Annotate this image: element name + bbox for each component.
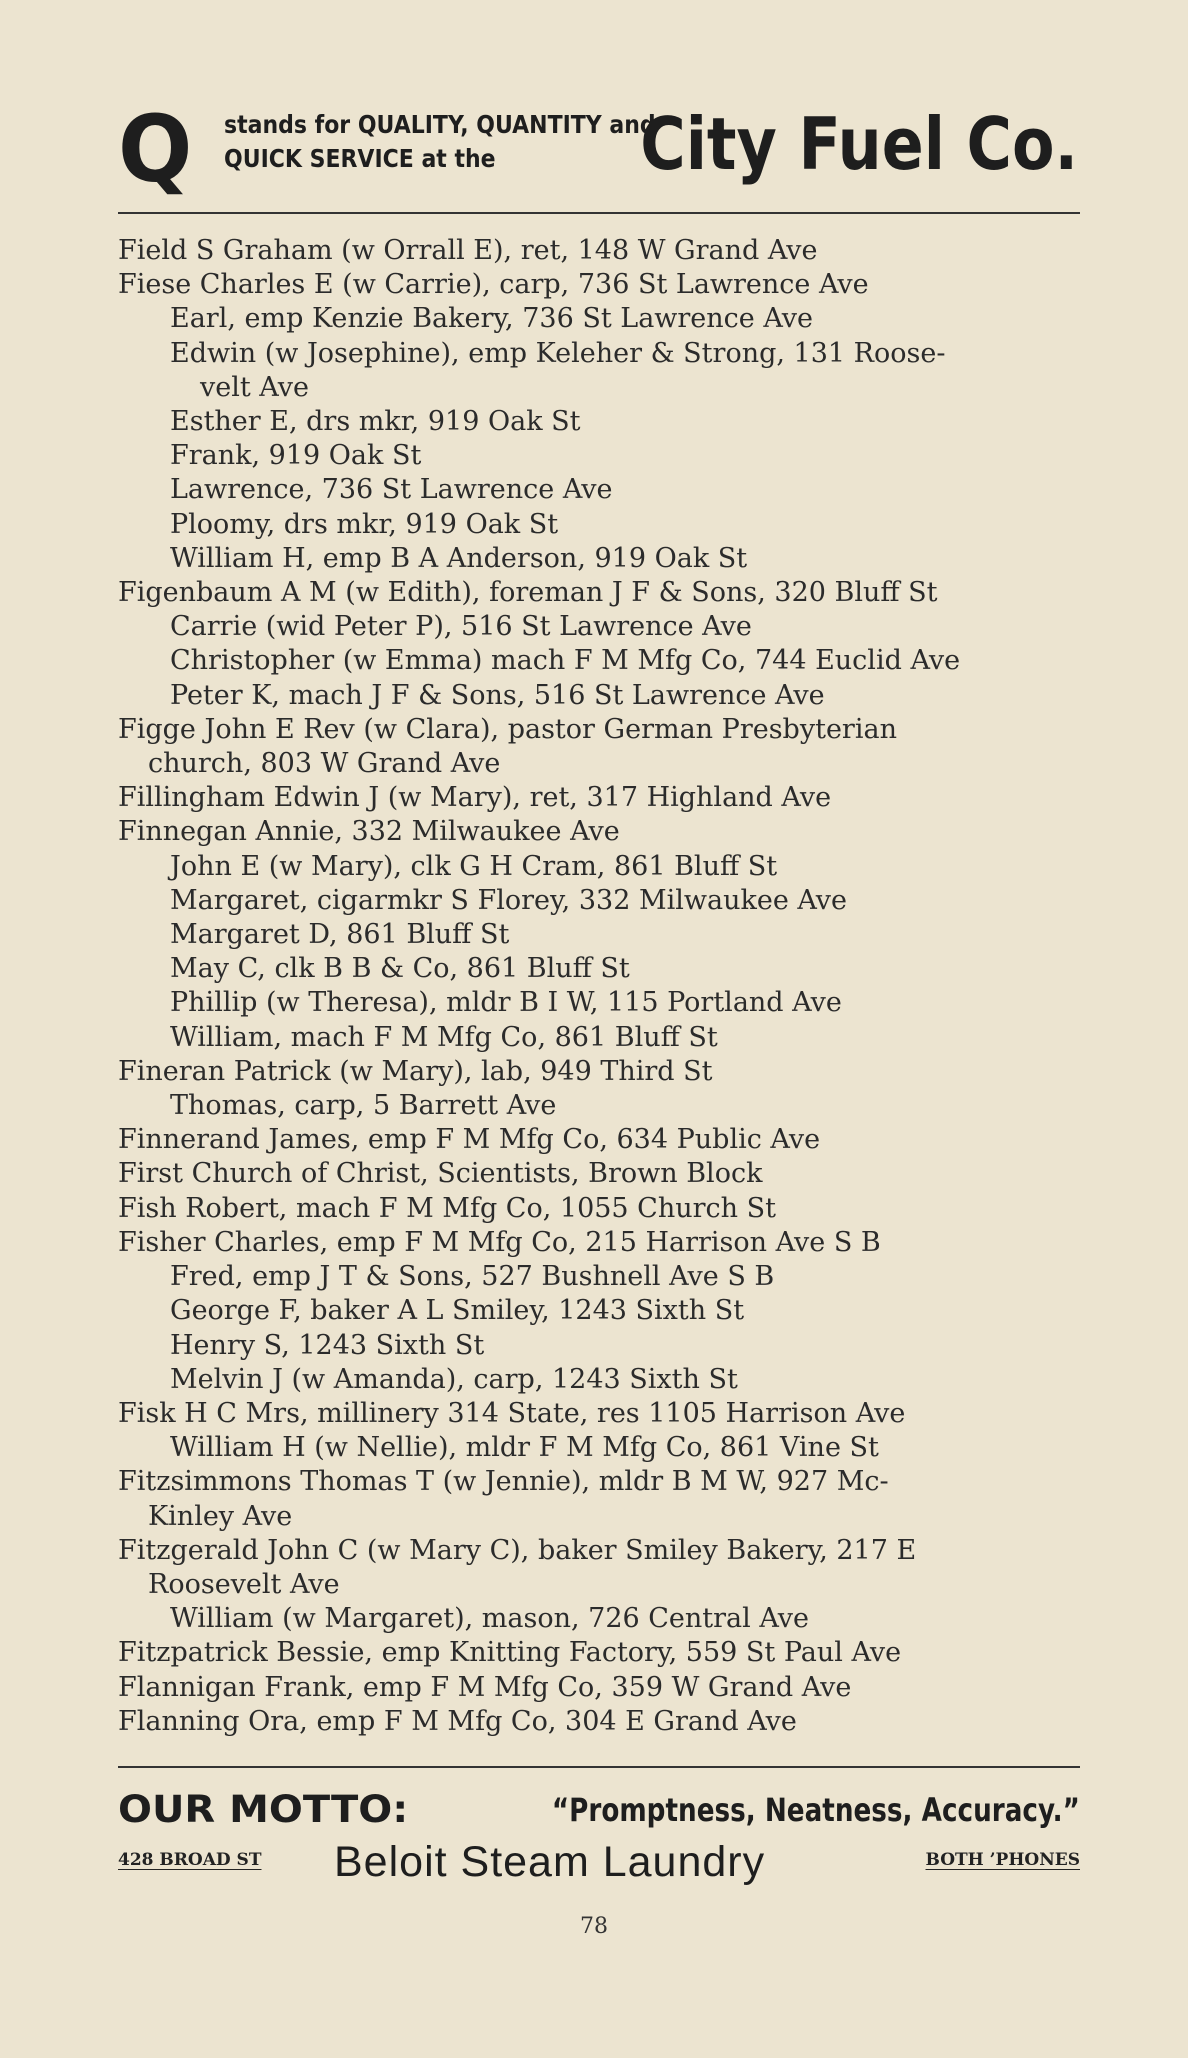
directory-entry <box>118 1397 1080 1431</box>
laundry-company-name: Beloit Steam Laundry <box>334 1838 766 1886</box>
entry-text: Finnegan Annie, 332 Milwaukee Ave <box>118 816 620 848</box>
entry-text: Ploomy, drs mkr, 919 Oak St <box>170 508 559 540</box>
entry-text: George F, baker A L Smiley, 1243 Sixth St <box>170 1295 745 1327</box>
directory-sub-entry <box>118 1089 1080 1123</box>
directory-entry <box>118 1636 1080 1670</box>
entry-text: Frank, 919 Oak St <box>170 440 422 472</box>
entry-text: Thomas, carp, 5 Barrett Ave <box>170 1090 557 1122</box>
entry-text: Fillingham Edwin J (w Mary), ret, 317 Highland Ave <box>118 782 832 814</box>
entry-continuation: Roosevelt Ave <box>148 1568 340 1600</box>
laundry-advertisement <box>118 1836 1080 1888</box>
directory-entry <box>118 781 1080 815</box>
entry-text: Fitzgerald John C (w Mary C), baker Smiley Bakery, 217 E <box>118 1534 917 1566</box>
directory-entry <box>118 713 1080 781</box>
directory-sub-entry <box>118 439 1080 473</box>
entry-text: Margaret, cigarmkr S Florey, 332 Milwaukee Ave <box>170 884 848 916</box>
directory-sub-entry <box>118 508 1080 542</box>
directory-sub-entry <box>118 473 1080 507</box>
entry-text: May C, clk B B & Co, 861 Bluff St <box>170 953 630 985</box>
directory-sub-entry <box>118 952 1080 986</box>
laundry-phones: BOTH ’PHONES <box>925 1850 1080 1870</box>
entry-text: Earl, emp Kenzie Bakery, 736 St Lawrence Ave <box>170 303 813 335</box>
ad-company-name: City Fuel Co. <box>640 102 1078 186</box>
directory-sub-entry <box>118 884 1080 918</box>
directory-entry <box>118 1157 1080 1191</box>
entry-text: Fiese Charles E (w Carrie), carp, 736 St Lawrence Ave <box>118 269 869 301</box>
motto-text: “Promptness, Neatness, Accuracy.” <box>552 1791 1080 1829</box>
ad-tagline-line2: QUICK SERVICE at the <box>224 144 496 173</box>
directory-entry <box>118 1123 1080 1157</box>
entry-text: Henry S, 1243 Sixth St <box>170 1329 485 1361</box>
entry-text: Esther E, drs mkr, 919 Oak St <box>170 406 581 438</box>
entry-text: Finnerand James, emp F M Mfg Co, 634 Public Ave <box>118 1124 821 1156</box>
directory-entry <box>118 1534 1080 1602</box>
ad-tagline-line1: stands for QUALITY, QUANTITY and <box>224 110 656 139</box>
directory-sub-entry <box>118 679 1080 713</box>
entry-text: Christopher (w Emma) mach F M Mfg Co, 744 Euclid Ave <box>170 645 961 677</box>
entry-text: Carrie (wid Peter P), 516 St Lawrence Ave <box>170 611 752 643</box>
entry-text: Fred, emp J T & Sons, 527 Bushnell Ave S B <box>170 1261 775 1293</box>
directory-sub-entry <box>118 918 1080 952</box>
directory-sub-entry <box>118 1260 1080 1294</box>
entry-text: Figenbaum A M (w Edith), foreman J F & Sons, 320 Bluff St <box>118 577 938 609</box>
directory-sub-entry <box>118 542 1080 576</box>
entry-text: Figge John E Rev (w Clara), pastor German Presbyterian <box>118 713 897 745</box>
city-fuel-advertisement <box>118 96 1082 210</box>
entry-text: Field S Graham (w Orrall E), ret, 148 W Grand Ave <box>118 235 818 266</box>
directory-entry <box>118 576 1080 610</box>
entry-text: Fitzsimmons Thomas T (w Jennie), mldr B M W, 927 Mc- <box>118 1466 889 1498</box>
directory-sub-entry <box>118 1021 1080 1055</box>
directory-sub-entry <box>118 1329 1080 1363</box>
directory-entry <box>118 815 1080 849</box>
entry-text: William H (w Nellie), mldr F M Mfg Co, 861 Vine St <box>170 1432 879 1464</box>
entry-text: Fineran Patrick (w Mary), lab, 949 Third St <box>118 1055 713 1087</box>
entry-continuation: church, 803 W Grand Ave <box>148 748 501 780</box>
motto-label: OUR MOTTO: <box>118 1788 409 1831</box>
directory-sub-entry <box>118 850 1080 884</box>
directory-sub-entry <box>118 1602 1080 1636</box>
entry-text: John E (w Mary), clk G H Cram, 861 Bluff St <box>170 850 778 882</box>
entry-text: First Church of Christ, Scientists, Brown Block <box>118 1158 763 1190</box>
directory-entry <box>118 268 1080 302</box>
directory-sub-entry <box>118 1431 1080 1465</box>
entry-text: Flannigan Frank, emp F M Mfg Co, 359 W Grand Ave <box>118 1671 852 1703</box>
directory-sub-entry <box>118 337 1080 405</box>
entry-text: Fisk H C Mrs, millinery 314 State, res 1105 Harrison Ave <box>118 1397 906 1429</box>
entry-text: William (w Margaret), mason, 726 Central Ave <box>170 1603 810 1635</box>
page-number: 78 <box>580 1914 608 1939</box>
directory-entry <box>118 1671 1080 1705</box>
entry-text: Margaret D, 861 Bluff St <box>170 919 510 951</box>
directory-entry <box>118 1055 1080 1089</box>
laundry-address: 428 BROAD ST <box>118 1850 262 1870</box>
directory-sub-entry <box>118 644 1080 678</box>
directory-sub-entry <box>118 610 1080 644</box>
directory-sub-entry <box>118 986 1080 1020</box>
ad-big-letter: Q <box>118 96 193 203</box>
entry-text: Phillip (w Theresa), mldr B I W, 115 Portland Ave <box>170 987 842 1019</box>
directory-sub-entry <box>118 405 1080 439</box>
entry-text: Melvin J (w Amanda), carp, 1243 Sixth St <box>170 1363 738 1395</box>
entry-text: Fisher Charles, emp F M Mfg Co, 215 Harrison Ave S B <box>118 1226 881 1258</box>
entry-text: Edwin (w Josephine), emp Keleher & Strong, 131 Roose- <box>170 337 946 369</box>
directory-sub-entry <box>118 1294 1080 1328</box>
directory-sub-entry <box>118 302 1080 336</box>
bottom-divider <box>118 1766 1080 1768</box>
entry-continuation: velt Ave <box>200 371 309 403</box>
laundry-motto <box>118 1782 1080 1838</box>
entry-text: William H, emp B A Anderson, 919 Oak St <box>170 542 748 574</box>
directory-entry <box>118 1226 1080 1260</box>
directory-entries <box>118 234 1080 1739</box>
directory-entry <box>118 1705 1080 1739</box>
directory-sub-entry <box>118 1363 1080 1397</box>
entry-text: Flanning Ora, emp F M Mfg Co, 304 E Grand Ave <box>118 1705 797 1737</box>
directory-entry <box>118 1192 1080 1226</box>
entry-text: Fish Robert, mach F M Mfg Co, 1055 Church St <box>118 1192 776 1224</box>
top-divider <box>118 212 1080 214</box>
directory-entry <box>118 1465 1080 1533</box>
entry-text: Peter K, mach J F & Sons, 516 St Lawrence Ave <box>170 679 825 711</box>
entry-text: William, mach F M Mfg Co, 861 Bluff St <box>170 1021 718 1053</box>
directory-entry <box>118 234 1080 268</box>
entry-text: Fitzpatrick Bessie, emp Knitting Factory, 559 St Paul Ave <box>118 1637 902 1669</box>
entry-continuation: Kinley Ave <box>148 1500 293 1532</box>
entry-text: Lawrence, 736 St Lawrence Ave <box>170 474 613 506</box>
